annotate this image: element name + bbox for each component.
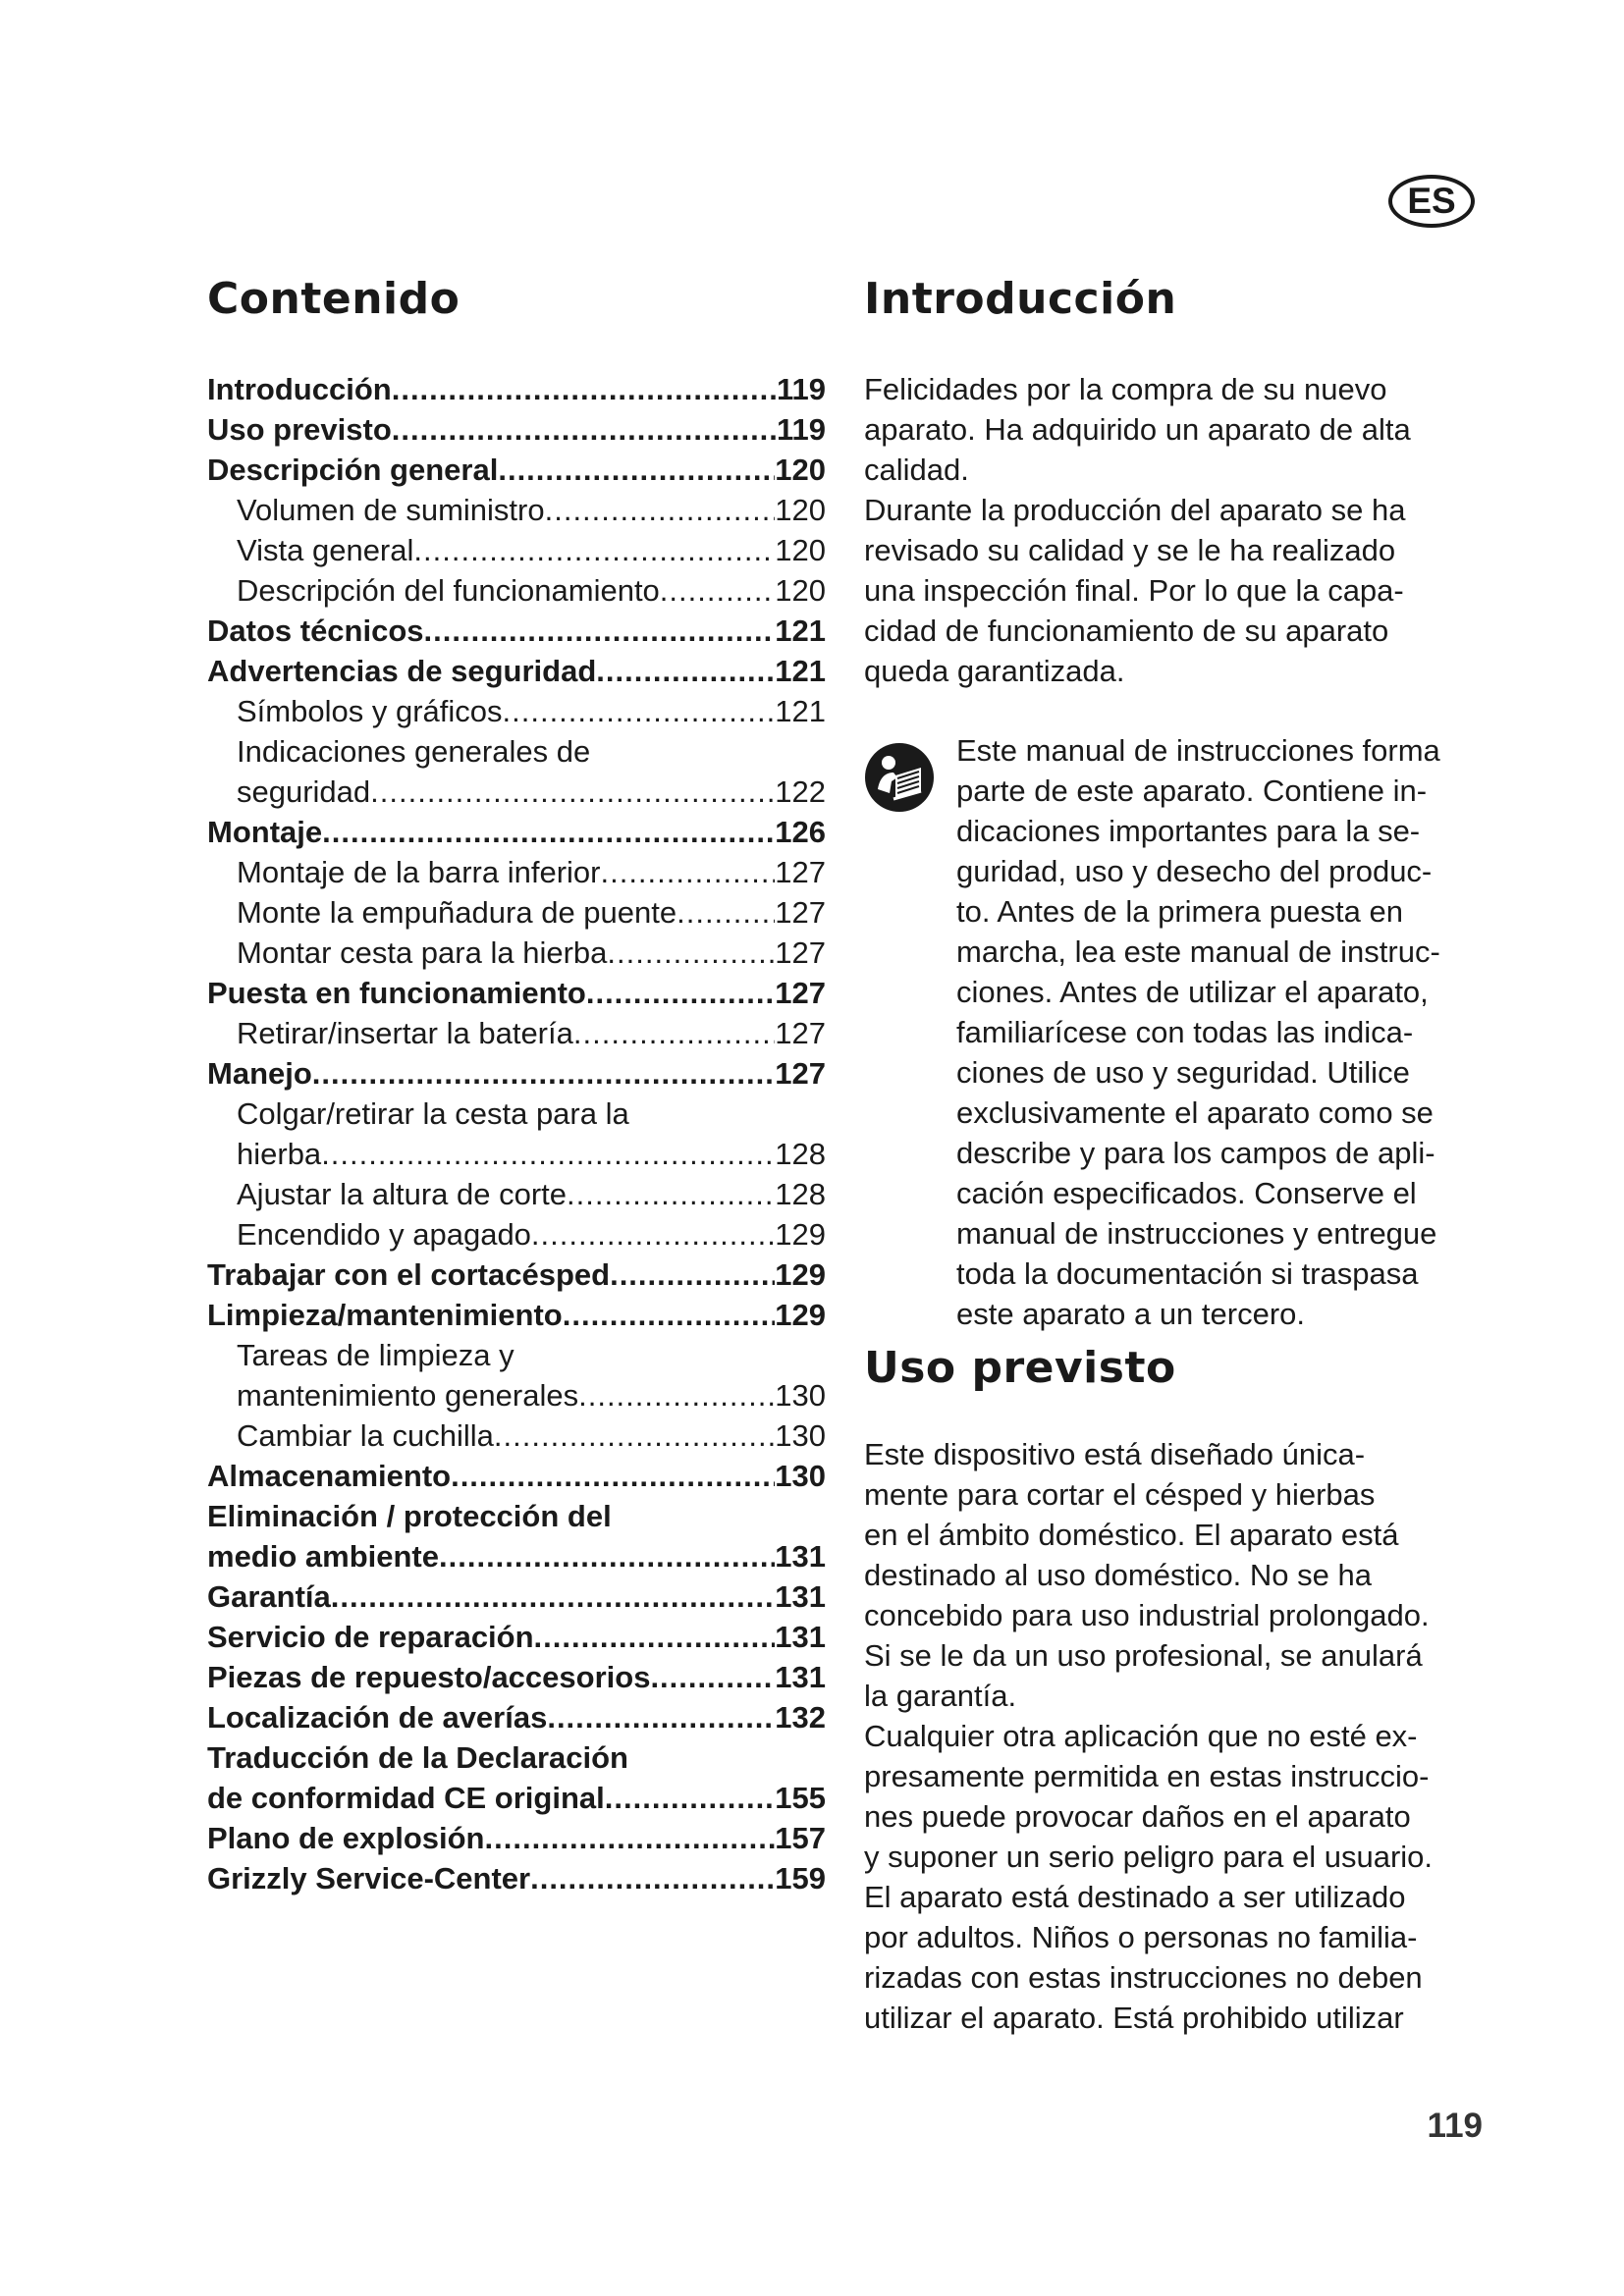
toc-entry-label: Vista general xyxy=(237,533,414,567)
toc-entry-page: 157 xyxy=(775,1821,826,1855)
text-line: ciones de uso y seguridad. Utilice xyxy=(956,1055,1410,1090)
toc-entry-page: 127 xyxy=(775,855,826,889)
toc-entry-page: 127 xyxy=(775,935,826,970)
toc-dot-leader xyxy=(494,1415,775,1456)
toc-entry xyxy=(207,450,826,490)
toc-dot-leader xyxy=(392,409,777,450)
toc-dot-leader xyxy=(413,530,775,570)
toc-title: Contenido xyxy=(207,274,460,324)
toc-entry xyxy=(207,1818,826,1858)
table-of-contents xyxy=(207,265,826,1898)
toc-entry xyxy=(207,892,826,933)
toc-entry-page: 126 xyxy=(775,815,826,849)
toc-entry-page: 122 xyxy=(775,774,826,809)
toc-dot-leader xyxy=(573,1013,775,1053)
text-line: la garantía. xyxy=(864,1679,1017,1713)
text-line: en el ámbito doméstico. El aparato está xyxy=(864,1518,1399,1552)
text-line: Si se le da un uso profesional, se anulará xyxy=(864,1638,1423,1673)
toc-entry-label: Servicio de reparación xyxy=(207,1620,534,1654)
text-line: queda garantizada. xyxy=(864,654,1125,688)
toc-entry xyxy=(207,1697,826,1737)
toc-entry xyxy=(207,1053,826,1094)
toc-list xyxy=(207,369,826,1898)
toc-entry-label: Limpieza/mantenimiento xyxy=(207,1298,563,1332)
text-line: este aparato a un tercero. xyxy=(956,1297,1306,1331)
toc-entry xyxy=(207,812,826,852)
text-line: revisado su calidad y se le ha realizado xyxy=(864,533,1396,567)
toc-entry-page: 121 xyxy=(775,614,826,648)
text-line: toda la documentación si traspasa xyxy=(956,1256,1419,1291)
toc-dot-leader xyxy=(605,1778,776,1818)
text-line: guridad, uso y desecho del produc- xyxy=(956,854,1433,888)
toc-entry-page: 131 xyxy=(775,1620,826,1654)
text-line: Este manual de instrucciones forma xyxy=(956,733,1440,768)
toc-entry xyxy=(207,651,826,691)
toc-dot-leader xyxy=(451,1456,775,1496)
toc-entry-page: 155 xyxy=(775,1781,826,1815)
toc-dot-leader xyxy=(545,490,776,530)
toc-dot-leader xyxy=(600,852,775,892)
toc-entry-label: hierba xyxy=(237,1137,322,1171)
text-line: cación especificados. Conserve el xyxy=(956,1176,1417,1210)
text-line: por adultos. Niños o personas no familia- xyxy=(864,1920,1418,1954)
toc-entry-page: 119 xyxy=(776,372,826,406)
toc-entry-label: Traducción de la Declaración xyxy=(207,1740,628,1775)
toc-entry-label: Montaje xyxy=(207,815,323,849)
toc-entry-label: Montaje de la barra inferior xyxy=(237,855,601,889)
toc-entry-page: 130 xyxy=(775,1418,826,1453)
toc-entry xyxy=(207,570,826,611)
toc-dot-leader xyxy=(650,1657,775,1697)
toc-dot-leader xyxy=(439,1536,775,1576)
toc-entry-page: 127 xyxy=(775,1056,826,1091)
toc-entry xyxy=(207,611,826,651)
toc-entry xyxy=(207,530,826,570)
text-line: presamente permitida en estas instruccio- xyxy=(864,1759,1430,1793)
toc-entry-page: 120 xyxy=(775,533,826,567)
toc-dot-leader xyxy=(660,570,775,611)
toc-entry xyxy=(207,1657,826,1697)
toc-entry-label: de conformidad CE original xyxy=(207,1781,605,1815)
toc-entry-label: Descripción general xyxy=(207,453,499,487)
text-line: Felicidades por la compra de su nuevo xyxy=(864,372,1387,406)
toc-entry-page: 120 xyxy=(775,453,826,487)
toc-entry-label: Eliminación / protección del xyxy=(207,1499,612,1533)
toc-entry xyxy=(207,1858,826,1898)
toc-dot-leader xyxy=(331,1576,775,1617)
toc-entry xyxy=(207,409,826,450)
toc-entry xyxy=(207,1778,826,1818)
text-line: mente para cortar el césped y hierbas xyxy=(864,1477,1376,1512)
toc-entry-page: 128 xyxy=(775,1137,826,1171)
toc-entry-page: 129 xyxy=(775,1217,826,1252)
text-line: destinado al uso doméstico. No se ha xyxy=(864,1558,1372,1592)
toc-entry xyxy=(207,1134,826,1174)
toc-entry-page: 120 xyxy=(775,493,826,527)
toc-entry xyxy=(207,369,826,409)
toc-entry xyxy=(207,933,826,973)
toc-entry-label: Indicaciones generales de xyxy=(237,734,591,769)
toc-entry-label: Símbolos y gráficos xyxy=(237,694,503,728)
toc-entry-label: Tareas de limpieza y xyxy=(237,1338,514,1372)
toc-entry-label: Introducción xyxy=(207,372,392,406)
toc-entry-label: Manejo xyxy=(207,1056,312,1091)
toc-entry-label: Grizzly Service-Center xyxy=(207,1861,531,1896)
toc-dot-leader xyxy=(498,450,775,490)
toc-entry xyxy=(207,1415,826,1456)
toc-entry xyxy=(207,1375,826,1415)
text-line: Durante la producción del aparato se ha xyxy=(864,493,1406,527)
toc-entry xyxy=(207,1174,826,1214)
toc-dot-leader xyxy=(530,1858,775,1898)
toc-entry-label: Localización de averías xyxy=(207,1700,548,1735)
read-manual-icon xyxy=(864,742,935,813)
toc-dot-leader xyxy=(596,651,775,691)
toc-dot-leader xyxy=(322,812,775,852)
toc-dot-leader xyxy=(392,369,777,409)
toc-entry-label: seguridad xyxy=(237,774,371,809)
toc-entry xyxy=(207,1536,826,1576)
text-line: nes puede provocar daños en el aparato xyxy=(864,1799,1411,1834)
toc-entry-page: 132 xyxy=(775,1700,826,1735)
intro-text xyxy=(864,369,1492,691)
toc-entry-label: Almacenamiento xyxy=(207,1459,452,1493)
toc-entry-label: Volumen de suministro xyxy=(237,493,545,527)
toc-entry-label: Ajustar la altura de corte xyxy=(237,1177,568,1211)
toc-entry-page: 131 xyxy=(775,1539,826,1574)
toc-entry-label: Datos técnicos xyxy=(207,614,424,648)
toc-entry xyxy=(207,1094,826,1134)
uso-title: Uso previsto xyxy=(864,1343,1176,1393)
toc-dot-leader xyxy=(677,892,775,933)
text-line: Este dispositivo está diseñado única- xyxy=(864,1437,1366,1471)
text-line: concebido para uso industrial prolongado. xyxy=(864,1598,1430,1632)
intro-title: Introducción xyxy=(864,274,1177,324)
toc-dot-leader xyxy=(312,1053,775,1094)
toc-entry-label: Piezas de repuesto/accesorios xyxy=(207,1660,651,1694)
toc-entry-label: Descripción del funcionamiento xyxy=(237,573,660,608)
toc-entry-label: Monte la empuñadura de puente xyxy=(237,895,677,930)
toc-dot-leader xyxy=(607,933,775,973)
toc-entry-label: Plano de explosión xyxy=(207,1821,485,1855)
toc-entry-label: Colgar/retirar la cesta para la xyxy=(237,1096,629,1131)
text-line: dicaciones importantes para la se- xyxy=(956,814,1421,848)
toc-entry-label: Advertencias de seguridad xyxy=(207,654,597,688)
toc-entry xyxy=(207,1617,826,1657)
uso-text xyxy=(864,1434,1492,2038)
toc-dot-leader xyxy=(586,973,775,1013)
toc-entry-page: 119 xyxy=(776,412,826,447)
toc-entry-page: 130 xyxy=(775,1459,826,1493)
toc-entry xyxy=(207,691,826,731)
toc-entry-page: 128 xyxy=(775,1177,826,1211)
toc-entry-label: Montar cesta para la hierba xyxy=(237,935,608,970)
toc-entry xyxy=(207,1013,826,1053)
toc-entry xyxy=(207,1214,826,1255)
notice-text xyxy=(956,730,1492,1334)
toc-entry-page: 127 xyxy=(775,976,826,1010)
text-line: y suponer un serio peligro para el usuario. xyxy=(864,1840,1434,1874)
toc-dot-leader xyxy=(485,1818,776,1858)
toc-entry-page: 131 xyxy=(775,1579,826,1614)
toc-entry-page: 121 xyxy=(775,654,826,688)
toc-entry xyxy=(207,772,826,812)
toc-entry-label: Encendido y apagado xyxy=(237,1217,531,1252)
page-number: 119 xyxy=(1427,2107,1483,2145)
text-line: ciones. Antes de utilizar el aparato, xyxy=(956,975,1429,1009)
language-badge: ES xyxy=(1388,175,1475,228)
toc-entry-page: 127 xyxy=(775,895,826,930)
toc-entry-label: Garantía xyxy=(207,1579,331,1614)
text-line: aparato. Ha adquirido un aparato de alta xyxy=(864,412,1411,447)
toc-dot-leader xyxy=(578,1375,775,1415)
toc-entry-page: 130 xyxy=(775,1378,826,1413)
toc-entry xyxy=(207,1737,826,1778)
toc-entry xyxy=(207,1255,826,1295)
toc-dot-leader xyxy=(567,1174,775,1214)
toc-dot-leader xyxy=(370,772,775,812)
toc-dot-leader xyxy=(424,611,776,651)
toc-entry xyxy=(207,490,826,530)
toc-entry-label: Trabajar con el cortacésped xyxy=(207,1257,611,1292)
toc-entry xyxy=(207,1576,826,1617)
toc-entry-page: 129 xyxy=(775,1257,826,1292)
toc-entry xyxy=(207,731,826,772)
toc-entry xyxy=(207,1295,826,1335)
toc-dot-leader xyxy=(503,691,776,731)
toc-entry-page: 129 xyxy=(775,1298,826,1332)
text-line: El aparato está destinado a ser utilizado xyxy=(864,1880,1406,1914)
toc-entry-label: Uso previsto xyxy=(207,412,392,447)
text-line: manual de instrucciones y entregue xyxy=(956,1216,1437,1251)
toc-entry-page: 131 xyxy=(775,1660,826,1694)
toc-entry xyxy=(207,1456,826,1496)
text-line: familiarícese con todas las indica- xyxy=(956,1015,1414,1049)
toc-dot-leader xyxy=(531,1214,775,1255)
toc-dot-leader xyxy=(563,1295,776,1335)
manual-notice xyxy=(864,730,1492,1334)
content-column xyxy=(864,265,1492,2038)
text-line: Cualquier otra aplicación que no esté ex- xyxy=(864,1719,1418,1753)
toc-dot-leader xyxy=(547,1697,775,1737)
text-line: parte de este aparato. Contiene in- xyxy=(956,774,1428,808)
toc-entry-page: 120 xyxy=(775,573,826,608)
toc-entry-page: 121 xyxy=(775,694,826,728)
text-line: to. Antes de la primera puesta en xyxy=(956,894,1403,929)
text-line: exclusivamente el aparato como se xyxy=(956,1095,1434,1130)
toc-dot-leader xyxy=(610,1255,775,1295)
text-line: rizadas con estas instrucciones no deben xyxy=(864,1960,1423,1995)
text-line: cidad de funcionamiento de su aparato xyxy=(864,614,1389,648)
text-line: una inspección final. Por lo que la capa- xyxy=(864,573,1404,608)
toc-entry-page: 159 xyxy=(775,1861,826,1896)
toc-entry xyxy=(207,1335,826,1375)
toc-entry xyxy=(207,973,826,1013)
text-line: marcha, lea este manual de instruc- xyxy=(956,934,1440,969)
toc-dot-leader xyxy=(321,1134,775,1174)
toc-entry xyxy=(207,1496,826,1536)
text-line: describe y para los campos de apli- xyxy=(956,1136,1435,1170)
toc-entry-label: Retirar/insertar la batería xyxy=(237,1016,573,1050)
text-line: calidad. xyxy=(864,453,969,487)
toc-entry-label: Cambiar la cuchilla xyxy=(237,1418,494,1453)
toc-entry xyxy=(207,852,826,892)
text-line: utilizar el aparato. Está prohibido utilizar xyxy=(864,2001,1404,2035)
toc-entry-label: mantenimiento generales xyxy=(237,1378,579,1413)
toc-entry-page: 127 xyxy=(775,1016,826,1050)
toc-entry-label: medio ambiente xyxy=(207,1539,439,1574)
toc-entry-label: Puesta en funcionamiento xyxy=(207,976,586,1010)
toc-dot-leader xyxy=(534,1617,776,1657)
